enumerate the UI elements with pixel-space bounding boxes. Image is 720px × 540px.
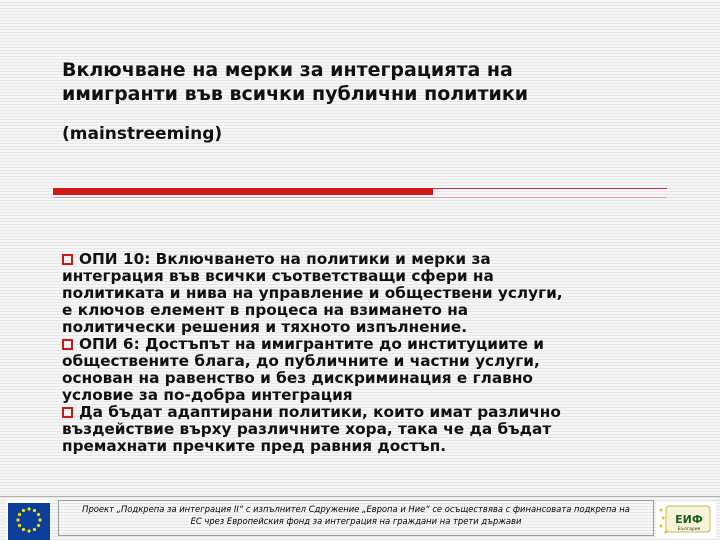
footer-text xyxy=(62,503,650,527)
bullet-list xyxy=(62,251,662,455)
bullet-line: е ключов елемент в процеса на взимането на xyxy=(62,301,469,319)
bullet-item xyxy=(62,336,662,404)
bullet-line: политически решения и тяхното изпълнение. xyxy=(62,318,468,336)
title-line: Включване на мерки за интеграцията на xyxy=(62,59,513,81)
bullet-line: въздействие върху различните хора, така че да бъдат xyxy=(62,420,552,438)
bullet-item xyxy=(62,404,662,455)
eif-logo-icon xyxy=(656,502,716,538)
bullet-item xyxy=(62,251,662,336)
footer-line: Проект „Подкрепа за интеграция II“ с изпълнител Сдружение „Европа и Ние“ се осъществява с финансовата подкрепа на xyxy=(82,504,630,514)
logo-text: ЕИФ xyxy=(675,513,703,526)
bullet-line: условие за по-добра интеграция xyxy=(62,386,353,404)
thin-divider-line xyxy=(433,188,667,189)
checkbox-bullet-icon xyxy=(62,407,73,418)
slide-title xyxy=(62,58,622,106)
slide-subtitle: (mainstreeming) xyxy=(62,124,223,144)
bullet-line: основан на равенство и без дискриминация е главно xyxy=(62,369,533,387)
logo-subtext: България xyxy=(677,527,701,532)
bullet-line: ОПИ 10: Включването на политики и мерки за xyxy=(79,250,491,268)
thin-divider-line-lower xyxy=(53,197,667,198)
checkbox-bullet-icon xyxy=(62,339,73,350)
footer-divider xyxy=(0,496,720,497)
bullet-line: премахнати пречките пред равния достъп. xyxy=(62,437,447,455)
bullet-line: политиката и нива на управление и обществени услуги, xyxy=(62,284,563,302)
bullet-line: Да бъдат адаптирани политики, които имат различно xyxy=(79,403,561,421)
checkbox-bullet-icon xyxy=(62,254,73,265)
eu-flag-icon xyxy=(6,500,50,540)
footer-line: ЕС чрез Европейския фонд за интеграция на граждани на трети държави xyxy=(190,516,522,526)
title-line: имигранти във всички публични политики xyxy=(62,83,529,105)
bullet-line: обществените блага, до публичните и частни услуги, xyxy=(62,352,540,370)
red-divider-bar xyxy=(53,188,433,195)
bullet-line: интеграция във всички съответстващи сфери на xyxy=(62,267,494,285)
bullet-line: ОПИ 6: Достъпът на имигрантите до институциите и xyxy=(79,335,545,353)
